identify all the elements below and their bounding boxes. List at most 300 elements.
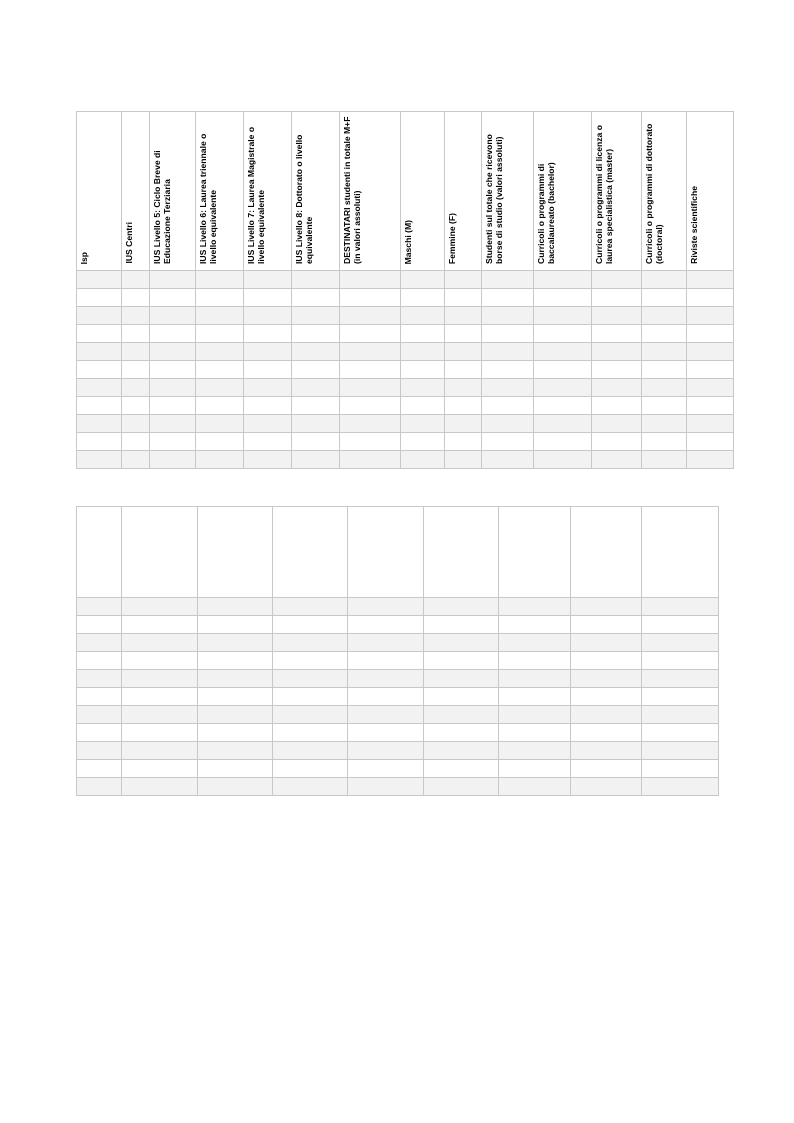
- table-cell: [482, 379, 534, 397]
- header-row: [77, 507, 719, 598]
- table-cell: [642, 724, 719, 742]
- table-cell: [424, 652, 499, 670]
- table-cell: [122, 616, 198, 634]
- table-row: [77, 361, 734, 379]
- table-cell: [77, 616, 122, 634]
- header-cell-ius-centri: [122, 112, 150, 271]
- header-cell-empty: [348, 507, 424, 598]
- table-cell: [687, 397, 734, 415]
- table-cell: [77, 778, 122, 796]
- table-row: [77, 706, 719, 724]
- table-cell: [482, 289, 534, 307]
- table-cell: [244, 451, 292, 469]
- table-cell: [244, 307, 292, 325]
- table-cell: [445, 361, 482, 379]
- table-cell: [122, 271, 150, 289]
- table-cell: [77, 379, 122, 397]
- table-cell: [196, 361, 244, 379]
- table-cell: [482, 451, 534, 469]
- table-row: [77, 433, 734, 451]
- header-label: Maschi (M): [403, 219, 413, 264]
- table-cell: [424, 760, 499, 778]
- header-cell-master: [592, 112, 642, 271]
- table-row: [77, 652, 719, 670]
- table-body: [77, 271, 734, 469]
- table-cell: [77, 433, 122, 451]
- table-cell: [292, 433, 340, 451]
- table-cell: [77, 397, 122, 415]
- table-cell: [348, 760, 424, 778]
- table-cell: [77, 670, 122, 688]
- header-cell-empty: [499, 507, 571, 598]
- table-cell: [292, 361, 340, 379]
- table-cell: [499, 760, 571, 778]
- table-cell: [424, 742, 499, 760]
- table-cell: [77, 724, 122, 742]
- table-cell: [77, 742, 122, 760]
- table-row: [77, 778, 719, 796]
- table-cell: [642, 778, 719, 796]
- table-cell: [592, 415, 642, 433]
- header-row: [77, 112, 734, 271]
- table-cell: [122, 598, 198, 616]
- header-cell-empty: [424, 507, 499, 598]
- table-cell: [642, 652, 719, 670]
- table-cell: [348, 616, 424, 634]
- header-cell-riviste: [687, 112, 734, 271]
- table-cell: [348, 724, 424, 742]
- table-cell: [340, 271, 401, 289]
- table-cell: [687, 343, 734, 361]
- table-cell: [198, 634, 273, 652]
- table-row: [77, 325, 734, 343]
- table-row: [77, 598, 719, 616]
- table-cell: [244, 397, 292, 415]
- header-label: IUS Livello 8: Dottorato o livello equivalente: [294, 134, 314, 264]
- table-cell: [273, 634, 348, 652]
- table-cell: [122, 652, 198, 670]
- table-cell: [534, 325, 592, 343]
- table-cell: [687, 271, 734, 289]
- table-cell: [642, 271, 687, 289]
- table-cell: [77, 652, 122, 670]
- table-cell: [592, 379, 642, 397]
- table-cell: [340, 307, 401, 325]
- header-label: Curricoli o programmi di dottorato (doctoral): [644, 123, 664, 264]
- table-cell: [150, 289, 196, 307]
- table-cell: [198, 742, 273, 760]
- header-label: IUS Livello 5: Ciclo Breve di Educazione Terziaria: [152, 150, 172, 264]
- table-cell: [401, 451, 445, 469]
- table-cell: [198, 760, 273, 778]
- table-row: [77, 634, 719, 652]
- table-cell: [122, 433, 150, 451]
- table-cell: [122, 778, 198, 796]
- table-cell: [424, 778, 499, 796]
- table-cell: [196, 289, 244, 307]
- header-label: IUS Livello 7: Laurea Magistrale o livello equivalente: [246, 126, 266, 264]
- header-cell-empty: [77, 507, 122, 598]
- table-cell: [571, 670, 642, 688]
- table-cell: [499, 598, 571, 616]
- table-cell: [592, 343, 642, 361]
- statistics-table-top: [76, 111, 734, 469]
- table-cell: [642, 325, 687, 343]
- table-cell: [196, 325, 244, 343]
- header-label: IUS Livello 6: Laurea triennale o livello equivalente: [198, 133, 218, 264]
- table-cell: [198, 778, 273, 796]
- table-cell: [687, 415, 734, 433]
- table-cell: [77, 271, 122, 289]
- table-cell: [273, 652, 348, 670]
- table-cell: [348, 778, 424, 796]
- table-cell: [292, 289, 340, 307]
- table-cell: [77, 361, 122, 379]
- table-cell: [198, 688, 273, 706]
- table-cell: [273, 670, 348, 688]
- table-cell: [196, 271, 244, 289]
- table-cell: [401, 289, 445, 307]
- table-cell: [122, 343, 150, 361]
- table-cell: [77, 289, 122, 307]
- table-cell: [401, 325, 445, 343]
- table-cell: [77, 760, 122, 778]
- header-label: Curricoli o programmi di baccalaureato (bachelor): [536, 162, 556, 264]
- table-row: [77, 760, 719, 778]
- table-cell: [77, 343, 122, 361]
- table-cell: [340, 289, 401, 307]
- table-cell: [642, 379, 687, 397]
- header-cell-empty: [122, 507, 198, 598]
- table-cell: [499, 634, 571, 652]
- table-cell: [592, 307, 642, 325]
- table-cell: [292, 379, 340, 397]
- table-row: [77, 415, 734, 433]
- table-cell: [348, 742, 424, 760]
- table-row: [77, 397, 734, 415]
- table-cell: [642, 634, 719, 652]
- table-cell: [571, 652, 642, 670]
- table-cell: [534, 307, 592, 325]
- table-cell: [150, 379, 196, 397]
- table-cell: [592, 271, 642, 289]
- header-cell-maschi: [401, 112, 445, 271]
- table-cell: [122, 325, 150, 343]
- table-cell: [244, 433, 292, 451]
- table-cell: [499, 778, 571, 796]
- header-label: IUS Centri: [124, 222, 134, 264]
- header-cell-doctoral: [642, 112, 687, 271]
- table-row: [77, 451, 734, 469]
- table-cell: [445, 289, 482, 307]
- table-cell: [273, 778, 348, 796]
- table-cell: [348, 706, 424, 724]
- table-cell: [592, 397, 642, 415]
- table-cell: [482, 397, 534, 415]
- table-cell: [642, 415, 687, 433]
- table-cell: [122, 706, 198, 724]
- table-cell: [150, 361, 196, 379]
- table-cell: [340, 415, 401, 433]
- table-cell: [445, 415, 482, 433]
- table-cell: [445, 397, 482, 415]
- table-cell: [424, 634, 499, 652]
- table-cell: [122, 688, 198, 706]
- table-cell: [348, 688, 424, 706]
- table-cell: [642, 289, 687, 307]
- table-cell: [196, 415, 244, 433]
- table-cell: [482, 325, 534, 343]
- header-cell-livello-6: [196, 112, 244, 271]
- table-row: [77, 343, 734, 361]
- table-cell: [150, 325, 196, 343]
- table-cell: [534, 451, 592, 469]
- table-cell: [292, 271, 340, 289]
- table-cell: [122, 724, 198, 742]
- table-cell: [642, 433, 687, 451]
- table-row: [77, 379, 734, 397]
- table-cell: [122, 397, 150, 415]
- table-cell: [401, 433, 445, 451]
- table-cell: [499, 688, 571, 706]
- table-cell: [150, 343, 196, 361]
- table-cell: [534, 289, 592, 307]
- header-cell-destinatari: [340, 112, 401, 271]
- table-cell: [122, 451, 150, 469]
- table-cell: [244, 325, 292, 343]
- table-cell: [424, 724, 499, 742]
- table-cell: [273, 706, 348, 724]
- table-row: [77, 307, 734, 325]
- table-cell: [150, 451, 196, 469]
- table-cell: [122, 379, 150, 397]
- table-cell: [77, 307, 122, 325]
- table-cell: [534, 361, 592, 379]
- table-cell: [244, 289, 292, 307]
- table-cell: [122, 760, 198, 778]
- table-cell: [273, 598, 348, 616]
- table-cell: [198, 598, 273, 616]
- table-cell: [292, 343, 340, 361]
- table-cell: [592, 451, 642, 469]
- table-cell: [482, 343, 534, 361]
- header-cell-empty: [642, 507, 719, 598]
- table-cell: [642, 361, 687, 379]
- table-cell: [642, 760, 719, 778]
- table-cell: [571, 724, 642, 742]
- table-cell: [401, 397, 445, 415]
- table-cell: [122, 742, 198, 760]
- table-cell: [273, 742, 348, 760]
- header-cell-bachelor: [534, 112, 592, 271]
- table-cell: [482, 271, 534, 289]
- table-cell: [198, 670, 273, 688]
- table-cell: [482, 433, 534, 451]
- table-cell: [122, 415, 150, 433]
- table-cell: [340, 325, 401, 343]
- table-cell: [571, 706, 642, 724]
- table-row: [77, 616, 719, 634]
- header-label: Curricoli o programmi di licenza o laurea specialistica (master): [594, 125, 614, 264]
- table-cell: [642, 397, 687, 415]
- table-cell: [592, 289, 642, 307]
- table-cell: [273, 616, 348, 634]
- table-row: [77, 670, 719, 688]
- table-cell: [77, 688, 122, 706]
- table-cell: [499, 652, 571, 670]
- table-cell: [244, 271, 292, 289]
- table-cell: [292, 397, 340, 415]
- table-cell: [77, 451, 122, 469]
- table-cell: [642, 688, 719, 706]
- table-cell: [592, 433, 642, 451]
- table-cell: [77, 706, 122, 724]
- table-cell: [424, 598, 499, 616]
- table-cell: [424, 616, 499, 634]
- header-cell-femmine: [445, 112, 482, 271]
- table-cell: [348, 634, 424, 652]
- table-cell: [571, 634, 642, 652]
- table-cell: [198, 652, 273, 670]
- table-cell: [401, 415, 445, 433]
- table-cell: [687, 451, 734, 469]
- table-cell: [273, 724, 348, 742]
- table-cell: [244, 415, 292, 433]
- table-cell: [292, 415, 340, 433]
- table-cell: [348, 598, 424, 616]
- table-cell: [150, 433, 196, 451]
- table-cell: [244, 343, 292, 361]
- table-cell: [244, 379, 292, 397]
- header-cell-livello-5: [150, 112, 196, 271]
- table-cell: [534, 433, 592, 451]
- table-cell: [292, 307, 340, 325]
- table-cell: [592, 325, 642, 343]
- table-cell: [445, 325, 482, 343]
- table-cell: [499, 616, 571, 634]
- header-cell-livello-8: [292, 112, 340, 271]
- table-cell: [196, 343, 244, 361]
- table-cell: [196, 451, 244, 469]
- header-cell-livello-7: [244, 112, 292, 271]
- table-cell: [499, 670, 571, 688]
- table-cell: [445, 433, 482, 451]
- table-cell: [687, 361, 734, 379]
- table-cell: [424, 688, 499, 706]
- table-cell: [340, 397, 401, 415]
- table-cell: [150, 271, 196, 289]
- statistics-table-bottom: [76, 506, 719, 796]
- table-cell: [687, 325, 734, 343]
- table-cell: [534, 397, 592, 415]
- table-cell: [571, 688, 642, 706]
- table-cell: [642, 598, 719, 616]
- table-cell: [401, 379, 445, 397]
- table-cell: [687, 289, 734, 307]
- header-label: Femmine (F): [447, 212, 457, 264]
- table-row: [77, 271, 734, 289]
- table-cell: [534, 343, 592, 361]
- table-cell: [642, 616, 719, 634]
- header-label: DESTINATARI studenti in totale M+F (in valori assoluti): [342, 116, 362, 264]
- table-cell: [77, 598, 122, 616]
- header-label: Isp: [79, 251, 89, 264]
- table-cell: [340, 379, 401, 397]
- table-cell: [642, 451, 687, 469]
- table-cell: [122, 670, 198, 688]
- header-cell-empty: [571, 507, 642, 598]
- header-cell-empty: [198, 507, 273, 598]
- table-cell: [198, 616, 273, 634]
- table-cell: [77, 415, 122, 433]
- table-cell: [273, 760, 348, 778]
- table-cell: [401, 361, 445, 379]
- table-cell: [340, 433, 401, 451]
- table-cell: [482, 307, 534, 325]
- table-cell: [499, 724, 571, 742]
- table-cell: [292, 451, 340, 469]
- table-cell: [198, 724, 273, 742]
- table-cell: [244, 361, 292, 379]
- table-cell: [401, 307, 445, 325]
- table-cell: [687, 379, 734, 397]
- table-body: [77, 598, 719, 796]
- table-cell: [534, 415, 592, 433]
- table-cell: [571, 760, 642, 778]
- table-cell: [445, 343, 482, 361]
- header-label: Studenti sul totale che ricevono borse di studio (valori assoluti): [484, 134, 504, 264]
- table-cell: [687, 433, 734, 451]
- table-cell: [150, 307, 196, 325]
- header-cell-empty: [273, 507, 348, 598]
- table-cell: [482, 361, 534, 379]
- header-label: Riviste scientifiche: [689, 186, 699, 264]
- table-cell: [77, 634, 122, 652]
- table-row: [77, 289, 734, 307]
- table-cell: [445, 451, 482, 469]
- table-cell: [445, 271, 482, 289]
- table-cell: [445, 307, 482, 325]
- table-row: [77, 724, 719, 742]
- table-cell: [534, 271, 592, 289]
- table-cell: [122, 307, 150, 325]
- table-cell: [687, 307, 734, 325]
- table-cell: [401, 343, 445, 361]
- table-cell: [424, 670, 499, 688]
- table-cell: [340, 343, 401, 361]
- table-cell: [571, 778, 642, 796]
- table-cell: [348, 670, 424, 688]
- table-cell: [77, 325, 122, 343]
- table-cell: [499, 742, 571, 760]
- table-cell: [122, 634, 198, 652]
- table-cell: [198, 706, 273, 724]
- table-cell: [196, 397, 244, 415]
- table-cell: [122, 361, 150, 379]
- table-cell: [571, 742, 642, 760]
- table-cell: [348, 652, 424, 670]
- table-cell: [401, 271, 445, 289]
- table-cell: [642, 706, 719, 724]
- table-cell: [292, 325, 340, 343]
- table-row: [77, 688, 719, 706]
- table-cell: [571, 616, 642, 634]
- table-cell: [340, 361, 401, 379]
- table-cell: [642, 742, 719, 760]
- table-cell: [424, 706, 499, 724]
- table-cell: [273, 688, 348, 706]
- table-cell: [642, 670, 719, 688]
